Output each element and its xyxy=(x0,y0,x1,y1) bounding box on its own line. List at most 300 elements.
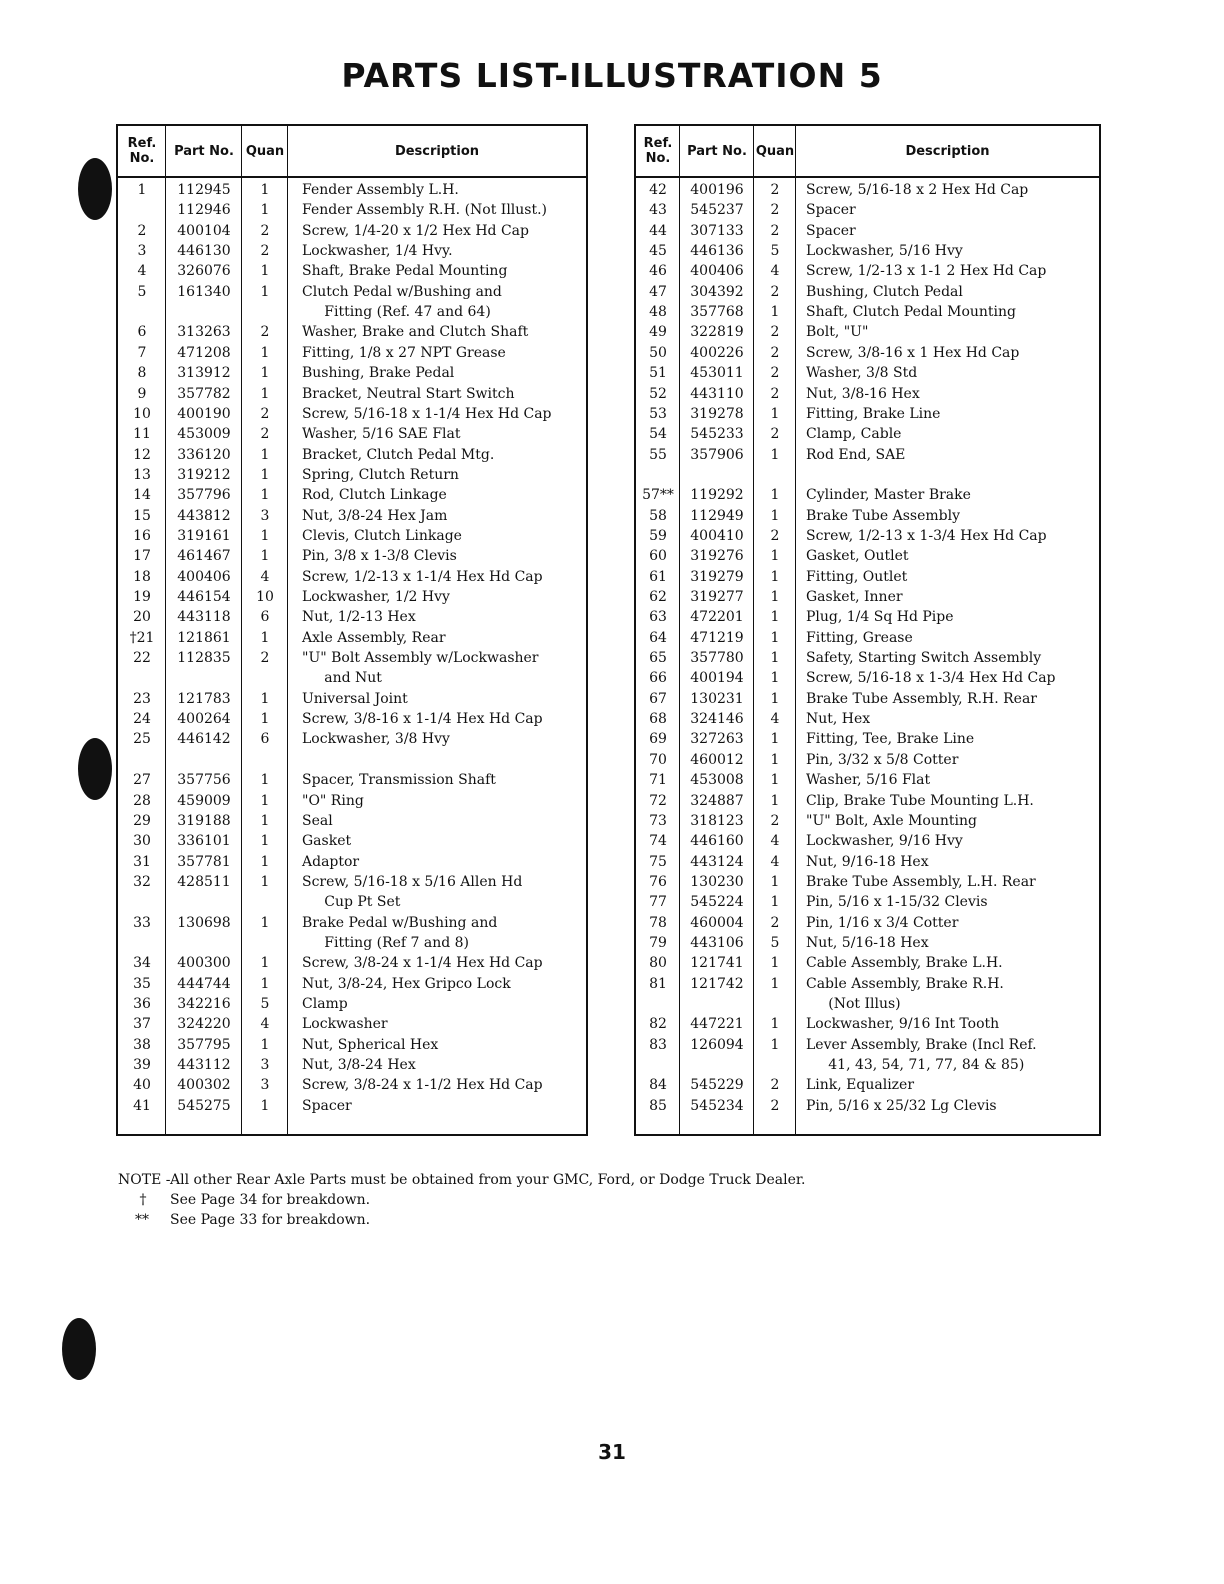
cell-quan: 6 xyxy=(260,731,270,748)
cell-description: Gasket, Inner xyxy=(806,589,903,605)
cell-description: Pin, 5/16 x 1-15/32 Clevis xyxy=(806,894,988,911)
page-title: PARTS LIST-ILLUSTRATION 5 xyxy=(341,56,883,95)
cell-description: Screw, 1/4-20 x 1/2 Hex Hd Cap xyxy=(302,222,529,239)
cell-description: Plug, 1/4 Sq Hd Pipe xyxy=(806,609,954,626)
cell-ref-no: 45 xyxy=(649,243,667,260)
cell-part-no: 443110 xyxy=(690,385,744,402)
cell-ref-no: 40 xyxy=(133,1077,151,1094)
cell-part-no: 400196 xyxy=(690,182,744,198)
cell-description: Spacer xyxy=(806,202,856,219)
cell-ref-no: 29 xyxy=(133,812,151,829)
cell-ref-no: 20 xyxy=(133,609,151,626)
cell-part-no: 336101 xyxy=(177,833,231,850)
table-row xyxy=(636,852,1099,872)
cell-description: Shaft, Clutch Pedal Mounting xyxy=(806,304,1016,321)
table-row xyxy=(118,1075,586,1095)
table-row xyxy=(118,1096,586,1116)
cell-description: Clamp xyxy=(302,996,348,1012)
cell-description: Bushing, Clutch Pedal xyxy=(806,283,963,300)
cell-ref-no: 85 xyxy=(649,1097,667,1114)
cell-description: Nut, 3/8-16 Hex xyxy=(806,385,920,402)
cell-part-no: 471208 xyxy=(177,344,231,361)
cell-quan: 1 xyxy=(260,263,270,280)
cell-part-no: 443812 xyxy=(177,507,231,524)
cell-description: Screw, 1/2-13 x 1-1 2 Hex Hd Cap xyxy=(806,263,1047,280)
table-row xyxy=(118,546,586,566)
cell-ref-no: 60 xyxy=(649,548,667,565)
cell-quan: 1 xyxy=(770,507,780,524)
cell-quan: 3 xyxy=(260,507,270,524)
cell-quan: 1 xyxy=(260,812,270,829)
table-row xyxy=(118,1035,586,1055)
cell-ref-no: 35 xyxy=(133,975,151,992)
cell-quan: 1 xyxy=(260,202,270,219)
cell-part-no: 444744 xyxy=(177,975,231,992)
cell-description: Lockwasher, 9/16 Hvy xyxy=(806,833,963,850)
cell-part-no: 357795 xyxy=(177,1036,231,1053)
table-row xyxy=(118,221,586,241)
parts-table-left xyxy=(116,124,588,1136)
cell-description: Pin, 3/8 x 1-3/8 Clevis xyxy=(302,548,457,565)
cell-quan: 2 xyxy=(260,222,270,239)
cell-ref-no: 80 xyxy=(649,955,667,972)
table-row xyxy=(636,750,1099,770)
cell-description: Gasket, Outlet xyxy=(806,548,909,565)
cell-part-no: 446154 xyxy=(177,589,231,605)
cell-part-no: 460004 xyxy=(690,914,744,931)
table-row xyxy=(118,485,586,505)
cell-ref-no: 81 xyxy=(649,975,667,992)
table-row xyxy=(118,404,586,424)
cell-part-no: 446160 xyxy=(690,833,744,850)
cell-ref-no: 31 xyxy=(133,853,151,870)
table-row xyxy=(636,953,1099,973)
cell-ref-no: 1 xyxy=(137,182,147,198)
cell-description: Brake Tube Assembly, R.H. Rear xyxy=(806,690,1037,707)
cell-ref-no: 17 xyxy=(133,548,151,565)
cell-description: Bracket, Clutch Pedal Mtg. xyxy=(302,446,495,463)
cell-quan: 2 xyxy=(260,405,270,422)
cell-description: 41, 43, 54, 71, 77, 84 & 85) xyxy=(806,1057,1025,1074)
cell-quan: 4 xyxy=(770,853,780,870)
table-row xyxy=(118,241,586,261)
cell-part-no: 400410 xyxy=(690,527,744,544)
cell-part-no: 112946 xyxy=(177,202,231,219)
cell-description: Nut, Hex xyxy=(806,711,871,728)
cell-ref-no: 62 xyxy=(649,589,667,605)
cell-quan: 2 xyxy=(770,426,780,443)
cell-description: Cable Assembly, Brake L.H. xyxy=(806,955,1003,972)
cell-quan: 2 xyxy=(260,426,270,443)
cell-ref-no: 23 xyxy=(133,690,151,707)
cell-ref-no: 63 xyxy=(649,609,667,626)
table-row xyxy=(118,994,586,1014)
cell-part-no: 357782 xyxy=(177,385,231,402)
table-row xyxy=(636,872,1099,892)
cell-part-no: 319277 xyxy=(690,589,744,605)
table-row xyxy=(636,974,1099,994)
cell-part-no: 545229 xyxy=(690,1077,744,1094)
table-row xyxy=(636,241,1099,261)
table-row xyxy=(636,1035,1099,1055)
cell-description: Fitting, Tee, Brake Line xyxy=(806,731,975,748)
cell-description: Screw, 5/16-18 x 2 Hex Hd Cap xyxy=(806,182,1029,198)
table-row xyxy=(118,343,586,363)
table-row xyxy=(636,791,1099,811)
cell-quan: 1 xyxy=(260,629,270,646)
cell-quan: 2 xyxy=(770,812,780,829)
cell-description: Screw, 1/2-13 x 1-3/4 Hex Hd Cap xyxy=(806,527,1047,544)
header-quan: Quan xyxy=(755,143,795,159)
cell-ref-no: 52 xyxy=(649,385,667,402)
cell-quan: 1 xyxy=(770,955,780,972)
cell-quan: 2 xyxy=(260,243,270,260)
cell-quan: 1 xyxy=(770,670,780,687)
cell-description: Brake Tube Assembly xyxy=(806,507,960,524)
cell-quan: 4 xyxy=(260,568,270,585)
cell-quan: 4 xyxy=(770,263,780,280)
cell-part-no: 460012 xyxy=(690,751,744,768)
cell-ref-no: 16 xyxy=(133,527,151,544)
cell-part-no: 446130 xyxy=(177,243,231,260)
cell-description: Nut, 3/8-24 Hex Jam xyxy=(302,507,448,524)
cell-ref-no: 6 xyxy=(137,324,147,341)
note-mark: † xyxy=(139,1192,147,1208)
cell-description: "O" Ring xyxy=(302,792,364,809)
cell-quan: 1 xyxy=(770,609,780,626)
table-row xyxy=(636,221,1099,241)
cell-quan: 1 xyxy=(260,283,270,300)
table-row xyxy=(636,445,1099,465)
cell-quan: 1 xyxy=(260,690,270,707)
note-mark: NOTE - xyxy=(118,1172,171,1188)
header-ref-no: Ref. No. xyxy=(643,136,673,166)
cell-ref-no: 5 xyxy=(137,283,147,300)
table-row xyxy=(118,750,586,770)
table-row xyxy=(636,261,1099,281)
cell-description: and Nut xyxy=(302,670,382,687)
cell-description: Clutch Pedal w/Bushing and xyxy=(302,283,502,300)
cell-part-no: 318123 xyxy=(690,812,744,829)
cell-part-no: 324887 xyxy=(690,792,744,809)
cell-part-no: 130231 xyxy=(690,690,744,707)
cell-description: Link, Equalizer xyxy=(806,1077,915,1094)
table-row xyxy=(636,546,1099,566)
table-row xyxy=(118,933,586,953)
cell-quan: 2 xyxy=(770,1097,780,1114)
cell-part-no: 304392 xyxy=(690,283,744,300)
cell-ref-no: 42 xyxy=(649,182,667,198)
cell-part-no: 121741 xyxy=(690,955,744,972)
cell-quan: 1 xyxy=(260,446,270,463)
table-row xyxy=(118,831,586,851)
cell-quan: 2 xyxy=(770,1077,780,1094)
cell-quan: 1 xyxy=(260,914,270,931)
cell-part-no: 313912 xyxy=(177,365,231,382)
cell-part-no: 472201 xyxy=(690,609,744,626)
cell-part-no: 327263 xyxy=(690,731,744,748)
cell-quan: 2 xyxy=(770,365,780,382)
cell-ref-no: 70 xyxy=(649,751,667,768)
cell-ref-no: 74 xyxy=(649,833,667,850)
cell-description: Nut, Spherical Hex xyxy=(302,1036,439,1053)
cell-ref-no: 49 xyxy=(649,324,667,341)
table-row xyxy=(118,526,586,546)
cell-quan: 2 xyxy=(770,385,780,402)
table-row xyxy=(118,445,586,465)
cell-description: Clamp, Cable xyxy=(806,426,902,443)
cell-quan: 1 xyxy=(260,487,270,504)
table-row xyxy=(636,526,1099,546)
cell-part-no: 443112 xyxy=(177,1057,231,1074)
cell-part-no: 545224 xyxy=(690,894,744,911)
cell-part-no: 319276 xyxy=(690,548,744,565)
cell-part-no: 121861 xyxy=(177,629,231,646)
cell-description: Lockwasher, 3/8 Hvy xyxy=(302,731,450,748)
table-row xyxy=(636,668,1099,688)
table-row xyxy=(118,607,586,627)
cell-description: Pin, 3/32 x 5/8 Cotter xyxy=(806,751,959,768)
table-row xyxy=(636,485,1099,505)
cell-ref-no: 79 xyxy=(649,934,667,951)
cell-part-no: 453009 xyxy=(177,426,231,443)
cell-ref-no: 48 xyxy=(649,304,667,321)
table-row xyxy=(118,811,586,831)
cell-ref-no: 12 xyxy=(133,446,151,463)
table-row xyxy=(118,628,586,648)
cell-ref-no: 55 xyxy=(649,446,667,463)
cell-ref-no: 8 xyxy=(137,365,147,382)
cell-description: Washer, 5/16 SAE Flat xyxy=(302,426,461,443)
cell-description: Pin, 1/16 x 3/4 Cotter xyxy=(806,914,959,931)
cell-ref-no: 53 xyxy=(649,405,667,422)
cell-ref-no: 66 xyxy=(649,670,667,687)
cell-description: Lever Assembly, Brake (Incl Ref. xyxy=(806,1036,1037,1053)
table-row xyxy=(118,567,586,587)
cell-part-no: 324220 xyxy=(177,1016,231,1033)
page-number: 31 xyxy=(598,1440,626,1464)
cell-part-no: 326076 xyxy=(177,263,231,280)
cell-description: Screw, 5/16-18 x 1-3/4 Hex Hd Cap xyxy=(806,670,1056,687)
cell-quan: 1 xyxy=(260,792,270,809)
table-row xyxy=(118,424,586,444)
table-row xyxy=(118,852,586,872)
cell-description: Nut, 1/2-13 Hex xyxy=(302,609,416,626)
cell-ref-no: 38 xyxy=(133,1036,151,1053)
cell-description: Screw, 5/16-18 x 5/16 Allen Hd xyxy=(302,873,523,890)
table-row xyxy=(636,1075,1099,1095)
table-row xyxy=(636,200,1099,220)
cell-ref-no: 25 xyxy=(133,731,151,748)
table-row xyxy=(118,872,586,892)
cell-part-no: 357780 xyxy=(690,650,744,667)
note-text: All other Rear Axle Parts must be obtained from your GMC, Ford, or Dodge Truck Dealer. xyxy=(170,1172,806,1188)
cell-ref-no: 14 xyxy=(133,487,151,504)
cell-quan: 2 xyxy=(770,182,780,198)
cell-description: Lockwasher, 9/16 Int Tooth xyxy=(806,1016,1000,1033)
table-row xyxy=(636,831,1099,851)
header-description: Description xyxy=(905,143,990,159)
cell-ref-no: 73 xyxy=(649,812,667,829)
cell-ref-no: 46 xyxy=(649,263,667,280)
cell-part-no: 357906 xyxy=(690,446,744,463)
table-row xyxy=(636,282,1099,302)
cell-ref-no: 64 xyxy=(649,629,667,646)
cell-ref-no: 47 xyxy=(649,283,667,300)
cell-quan: 4 xyxy=(770,711,780,728)
table-row xyxy=(118,913,586,933)
cell-quan: 2 xyxy=(770,202,780,219)
cell-quan: 4 xyxy=(770,833,780,850)
cell-ref-no: 41 xyxy=(133,1097,151,1114)
cell-description: Nut, 9/16-18 Hex xyxy=(806,853,929,870)
cell-ref-no: 4 xyxy=(137,263,147,280)
cell-description: "U" Bolt, Axle Mounting xyxy=(806,812,977,829)
table-row xyxy=(118,953,586,973)
cell-part-no: 400264 xyxy=(177,711,231,728)
cell-quan: 1 xyxy=(260,955,270,972)
cell-ref-no: 18 xyxy=(133,568,151,585)
cell-ref-no: 65 xyxy=(649,650,667,667)
cell-ref-no: †21 xyxy=(129,629,155,646)
cell-quan: 1 xyxy=(770,873,780,890)
cell-description: Fender Assembly L.H. xyxy=(302,182,459,198)
header-ref-no: Ref. No. xyxy=(127,136,157,166)
cell-quan: 6 xyxy=(260,609,270,626)
table-row xyxy=(118,1014,586,1034)
cell-quan: 1 xyxy=(260,548,270,565)
cell-description: Washer, 3/8 Std xyxy=(806,365,918,382)
cell-ref-no: 84 xyxy=(649,1077,667,1094)
cell-quan: 2 xyxy=(770,283,780,300)
punch-hole-icon xyxy=(78,158,112,220)
cell-part-no: 545237 xyxy=(690,202,744,219)
cell-part-no: 342216 xyxy=(177,996,231,1012)
table-row xyxy=(118,1055,586,1075)
table-row xyxy=(118,282,586,302)
cell-part-no: 545233 xyxy=(690,426,744,443)
punch-hole-icon xyxy=(78,738,112,800)
cell-description: Bracket, Neutral Start Switch xyxy=(302,385,515,402)
cell-quan: 1 xyxy=(770,487,780,504)
cell-description: Cup Pt Set xyxy=(302,894,401,911)
cell-part-no: 400226 xyxy=(690,344,744,361)
cell-part-no: 400190 xyxy=(177,405,231,422)
cell-part-no: 443124 xyxy=(690,853,744,870)
cell-part-no: 357768 xyxy=(690,304,744,321)
cell-part-no: 545234 xyxy=(690,1097,744,1114)
cell-ref-no: 28 xyxy=(133,792,151,809)
cell-quan: 2 xyxy=(260,324,270,341)
cell-quan: 5 xyxy=(260,996,270,1012)
table-row xyxy=(636,709,1099,729)
cell-part-no: 119292 xyxy=(690,487,744,504)
cell-description: Fender Assembly R.H. (Not Illust.) xyxy=(302,202,548,219)
cell-part-no: 319279 xyxy=(690,568,744,585)
cell-quan: 1 xyxy=(770,690,780,707)
cell-description: Fitting, Grease xyxy=(806,629,913,646)
cell-quan: 1 xyxy=(260,975,270,992)
cell-description: Screw, 1/2-13 x 1-1/4 Hex Hd Cap xyxy=(302,568,543,585)
cell-description: Brake Pedal w/Bushing and xyxy=(302,914,498,931)
table-row xyxy=(636,628,1099,648)
cell-quan: 1 xyxy=(770,446,780,463)
table-row xyxy=(118,322,586,342)
cell-description: Fitting (Ref. 47 and 64) xyxy=(302,304,491,321)
cell-quan: 10 xyxy=(256,589,274,605)
table-row xyxy=(636,770,1099,790)
table-row xyxy=(636,607,1099,627)
cell-ref-no: 77 xyxy=(649,894,667,911)
table-row xyxy=(636,384,1099,404)
cell-description: Clip, Brake Tube Mounting L.H. xyxy=(806,792,1034,809)
cell-quan: 1 xyxy=(770,792,780,809)
cell-part-no: 453011 xyxy=(690,365,744,382)
cell-part-no: 126094 xyxy=(690,1036,744,1053)
cell-part-no: 400406 xyxy=(690,263,744,280)
cell-description: Washer, 5/16 Flat xyxy=(806,772,931,789)
cell-description: Lockwasher, 5/16 Hvy xyxy=(806,243,963,260)
cell-description: Nut, 5/16-18 Hex xyxy=(806,934,929,951)
table-row xyxy=(636,1096,1099,1116)
note-mark: ** xyxy=(135,1212,149,1228)
cell-ref-no: 24 xyxy=(133,711,151,728)
cell-part-no: 471219 xyxy=(690,629,744,646)
cell-ref-no: 58 xyxy=(649,507,667,524)
table-row xyxy=(118,587,586,607)
cell-description: Spring, Clutch Return xyxy=(302,466,459,483)
table-row xyxy=(118,506,586,526)
cell-ref-no: 69 xyxy=(649,731,667,748)
cell-ref-no: 72 xyxy=(649,792,667,809)
cell-quan: 1 xyxy=(770,1016,780,1033)
cell-part-no: 545275 xyxy=(177,1097,231,1114)
cell-quan: 1 xyxy=(770,548,780,565)
cell-part-no: 319212 xyxy=(177,466,231,483)
table-row xyxy=(636,363,1099,383)
cell-description: Pin, 5/16 x 25/32 Lg Clevis xyxy=(806,1097,997,1114)
table-row xyxy=(636,892,1099,912)
cell-description: Clevis, Clutch Linkage xyxy=(302,527,462,544)
table-row xyxy=(118,384,586,404)
cell-ref-no: 59 xyxy=(649,527,667,544)
cell-ref-no: 51 xyxy=(649,365,667,382)
cell-description: Fitting, 1/8 x 27 NPT Grease xyxy=(302,344,506,361)
cell-description: "U" Bolt Assembly w/Lockwasher xyxy=(302,650,539,667)
cell-quan: 1 xyxy=(260,182,270,198)
table-row xyxy=(636,587,1099,607)
cell-description: Adaptor xyxy=(302,853,360,870)
table-row xyxy=(118,668,586,688)
cell-quan: 1 xyxy=(770,405,780,422)
cell-description: Rod, Clutch Linkage xyxy=(302,487,447,504)
cell-quan: 5 xyxy=(770,934,780,951)
cell-ref-no: 13 xyxy=(133,466,151,483)
cell-part-no: 322819 xyxy=(690,324,744,341)
cell-part-no: 307133 xyxy=(690,222,744,239)
cell-part-no: 461467 xyxy=(177,548,231,565)
cell-quan: 1 xyxy=(770,731,780,748)
cell-description: Screw, 3/8-16 x 1-1/4 Hex Hd Cap xyxy=(302,711,543,728)
cell-ref-no: 33 xyxy=(133,914,151,931)
cell-description: Washer, Brake and Clutch Shaft xyxy=(302,324,529,341)
cell-quan: 2 xyxy=(770,222,780,239)
cell-part-no: 121742 xyxy=(690,975,744,992)
table-row xyxy=(636,1055,1099,1075)
cell-description: Screw, 3/8-24 x 1-1/2 Hex Hd Cap xyxy=(302,1077,543,1094)
cell-quan: 1 xyxy=(260,365,270,382)
cell-ref-no: 61 xyxy=(649,568,667,585)
